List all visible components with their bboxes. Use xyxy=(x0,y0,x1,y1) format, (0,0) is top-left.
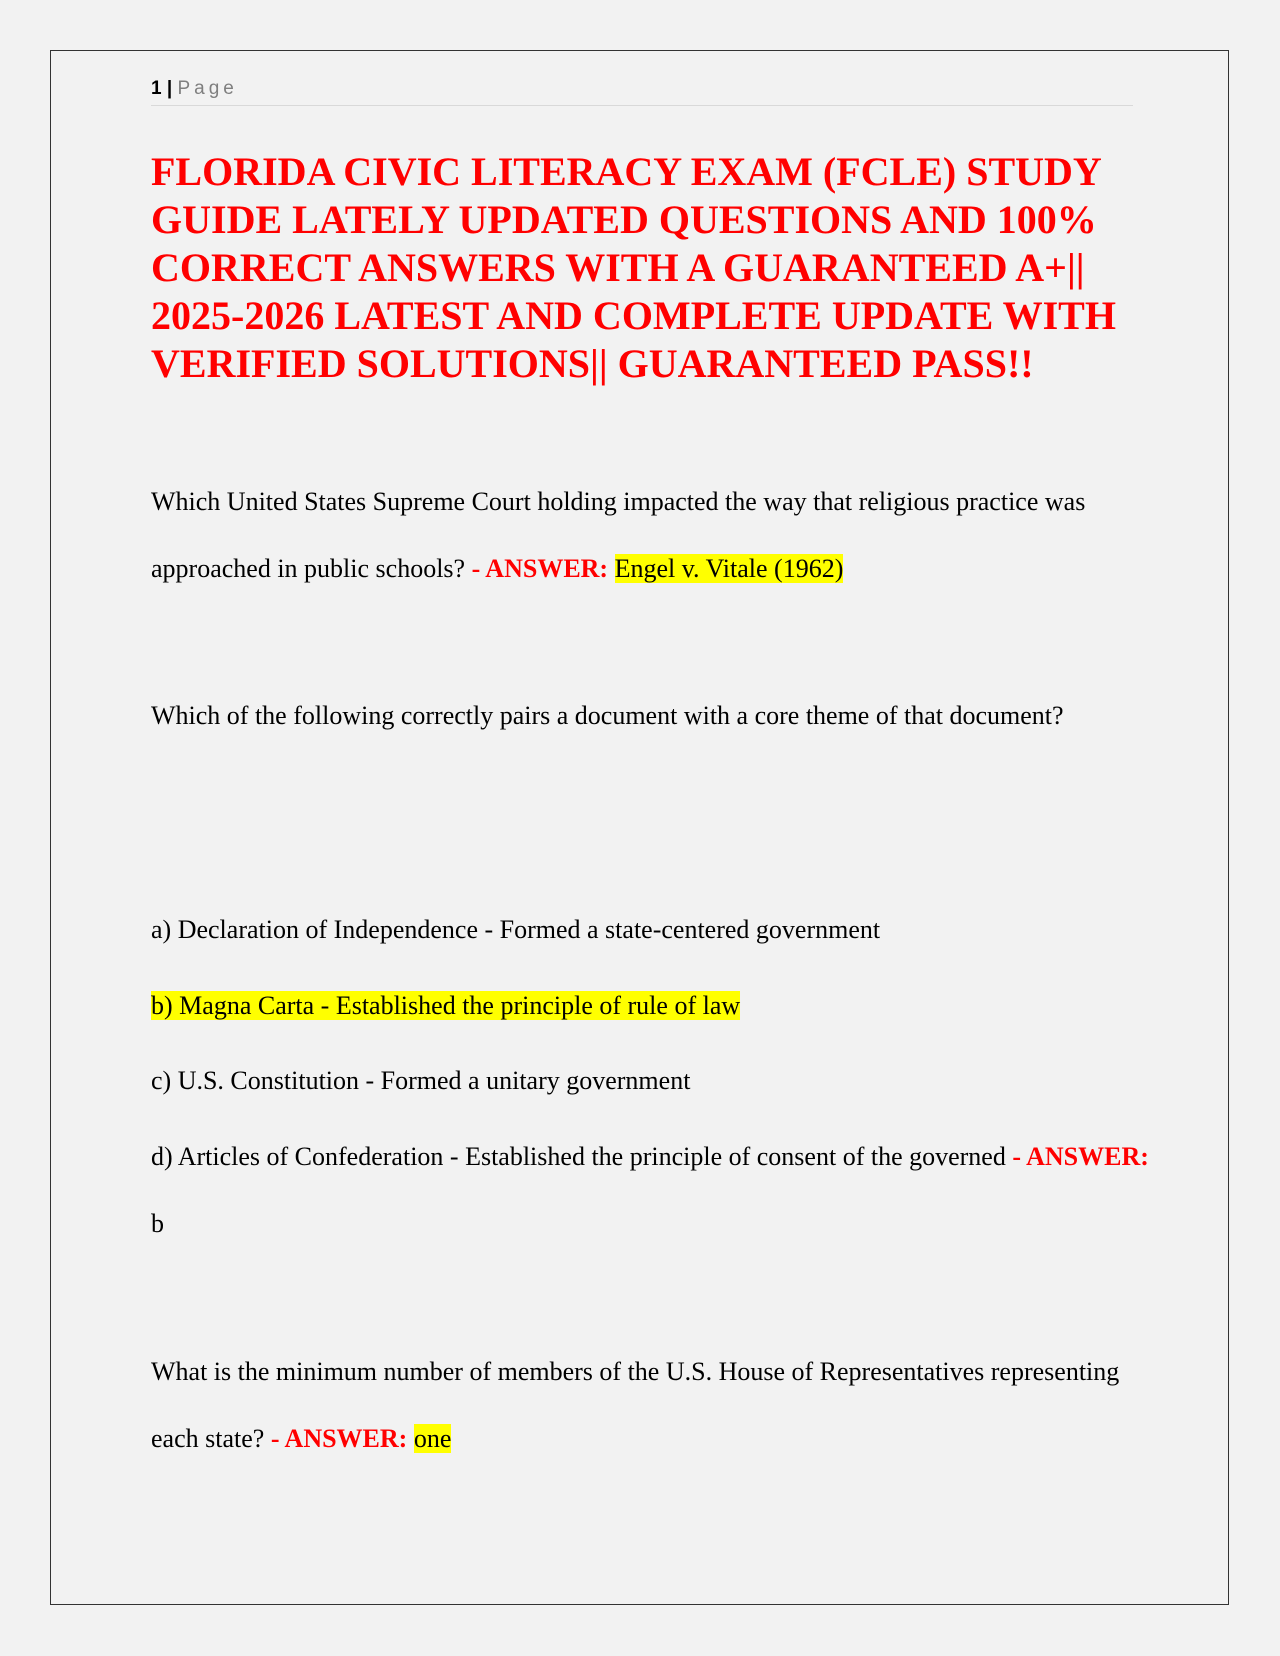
question-1-text: Which United States Supreme Court holding impacted the way that religious practice was approached in public schools? xyxy=(151,487,1086,583)
question-3-answer: one xyxy=(413,1424,452,1453)
document-page xyxy=(50,50,1229,1605)
page-number: 1 xyxy=(151,78,162,99)
question-1 xyxy=(151,468,1151,602)
answer-label: - ANSWER: xyxy=(1012,1142,1149,1171)
answer-label: - ANSWER: xyxy=(471,554,609,583)
answer-label: - ANSWER: xyxy=(270,1424,408,1453)
question-2-option-a: a) Declaration of Independence - Formed a state-centered government xyxy=(151,915,881,944)
question-2 xyxy=(151,682,1151,749)
page-separator: | xyxy=(166,78,173,99)
question-2-option-d xyxy=(151,1123,1151,1257)
page-header xyxy=(151,77,1133,106)
question-2-answer: b xyxy=(151,1209,164,1238)
question-3-text: What is the minimum number of members of the U.S. House of Representatives representing each state? xyxy=(151,1357,1120,1453)
question-2-option-b xyxy=(151,972,1151,1039)
question-2-text: Which of the following correctly pairs a document with a core theme of that document? xyxy=(151,701,1064,730)
question-1-answer: Engel v. Vitale (1962) xyxy=(614,554,844,583)
document-title: FLORIDA CIVIC LITERACY EXAM (FCLE) STUDY GUIDE LATELY UPDATED QUESTIONS AND 100% CORRECT ANSWERS WITH A GUARANTEED A+|| 2025-2026 LATEST AND COMPLETE UPDATE WITH VERIFIED SOLUTIONS|| GUARANTEED PASS!! xyxy=(151,149,1116,386)
question-2-option-c: c) U.S. Constitution - Formed a unitary government xyxy=(151,1066,691,1095)
page-word: Page xyxy=(177,78,238,99)
question-2-option-d-text: d) Articles of Confederation - Established the principle of consent of the governed xyxy=(151,1142,1006,1171)
question-2-option-b-text: b) Magna Carta - Established the principle of rule of law xyxy=(151,991,741,1020)
question-3 xyxy=(151,1338,1151,1472)
